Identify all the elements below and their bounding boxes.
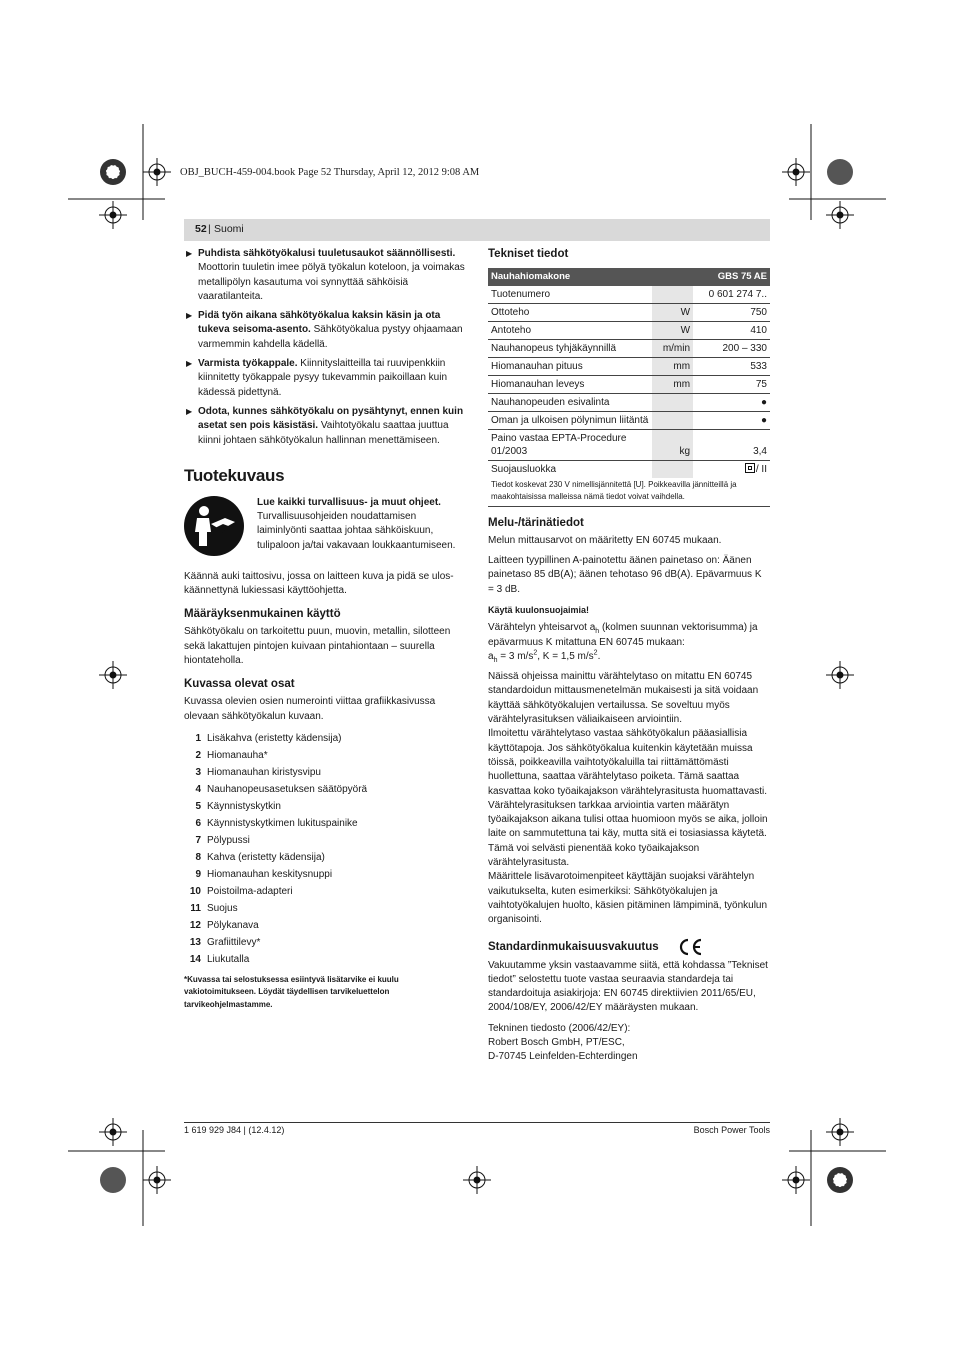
list-item: 8 Kahva (eristetty kädensija) xyxy=(195,851,325,863)
accessory-footnote: *Kuvassa tai selostuksessa esiintyvä lisätarvike ei kuulu vakiotoimitukseen. Löydät täydellisen tarvikeluettelon tarvikeohjelmastamme. xyxy=(184,974,399,1009)
table-row: Ottoteho W 750 xyxy=(488,304,770,322)
table-row: Tuotenumero 0 601 274 7.. xyxy=(488,286,770,304)
noise-text: Melun mittausarvot on määritetty EN 60745 mukaan. xyxy=(488,534,722,546)
vibration-values: Värähtelyn yhteisarvot $a_h$ (kolmen suunnan vektorisumma) ja epävarmuus K mitattuna EN 60745 mukaan: $a_h = 3$ $m/s^2$, K = 1,5 $m/s^2$. xyxy=(488,622,758,664)
vibration-paragraph: Näissä ohjeissa mainittu värähtelytaso on mitattu EN 60745 standardoidun mittausmenetelmän mukaisesti ja sitä voidaan käyttää sähkötyökalujen vertailussa. Se soveltuu myös värähtelyrasituksen väliaikaiseen arviointiin. xyxy=(488,671,759,726)
list-item: 5 Käynnistyskytkin xyxy=(195,800,281,812)
conformity-text: Vakuutamme yksin vastaavamme siitä, että kohdassa ”Tekniset tiedot” selostettu tuote vastaa seuraavia standardeja tai standardoituja asiakirjoja: EN 60745 direktiivien 2011/65/EU, 2004/108/EY, 2006/42/EY määräysten mukaan. xyxy=(488,959,768,1014)
right-column xyxy=(488,247,770,1065)
parts-list xyxy=(184,730,467,968)
safety-bullet: ▶ Pidä työn aikana sähkötyökalua kaksin käsin ja ota tukeva seisoma-asento. Sähkötyökalua pystyy ohjaamaan varmemmin kahdella kädellä. xyxy=(184,309,467,352)
list-item: 12 Pölykanava xyxy=(189,919,259,931)
header-separator: | xyxy=(208,223,211,235)
safety-bullet: ▶ Puhdista sähkötyökalusi tuuletusaukot säännöllisesti. Moottorin tuuletin imee pölyä työkalun koteloon, ja voimakas metallipölyn kasautuma voi synnyttää sähköisiä vaaratilanteita. xyxy=(184,247,467,304)
table-row: Oman ja ulkoisen pölynimun liitäntä ● xyxy=(488,412,770,430)
table-header-row: Nauhahiomakone GBS 75 AE xyxy=(488,268,770,286)
section-title: Tuotekuvaus xyxy=(184,465,285,485)
table-row: Nauhanopeus tyhjäkäynnillä m/min 200 – 330 xyxy=(488,340,770,358)
list-item: 4 Nauhanopeusasetuksen säätöpyörä xyxy=(195,783,368,795)
footer-left: 1 619 929 J84 | (12.4.12) xyxy=(184,1125,285,1135)
safety-bullet: ▶ Varmista työkappale. Kiinnityslaitteilla tai ruuvipenkkiin kiinnitetty työkappale pysyy tukevammin paikoillaan kuin kädessä pidettynä. xyxy=(184,357,467,400)
list-item: 13 Grafiittilevy* xyxy=(189,936,261,948)
list-item: 1 Lisäkahva (eristetty kädensija) xyxy=(195,732,342,744)
table-row: Hiomanauhan leveys mm 75 xyxy=(488,376,770,394)
table-row: Hiomanauhan pituus mm 533 xyxy=(488,358,770,376)
technical-file-line: D-70745 Leinfelden-Echterdingen xyxy=(488,1051,638,1063)
read-instructions-warning: Lue kaikki turvallisuus- ja muut ohjeet. Turvallisuusohjeiden noudattamisen laiminlyönti saattaa johtaa sähköiskuun, tulipaloon ja/tai vakavaan loukkaantumiseen. xyxy=(184,496,467,560)
protection-class-icon xyxy=(745,463,755,473)
conformity-heading: Standardinmukaisuusvakuutus xyxy=(488,938,770,956)
table-row: Nauhanopeuden esivalinta ● xyxy=(488,394,770,412)
ce-mark-icon xyxy=(677,938,703,956)
table-row: Antoteho W 410 xyxy=(488,322,770,340)
intended-use-text: Sähkötyökalu on tarkoitettu puun, muovin, metallin, silotteen sekä lakattujen pintojen kuivaan pintahiontaan – suurella hiontateholla. xyxy=(184,626,451,667)
list-item: 11 Suojus xyxy=(190,902,238,914)
parts-heading: Kuvassa olevat osat xyxy=(184,678,295,691)
parts-intro: Kuvassa olevien osien numerointi viittaa grafiikkasivussa olevaan sähkötyökalun kuvaan. xyxy=(184,696,436,722)
footer-right: Bosch Power Tools xyxy=(693,1125,770,1135)
list-item: 9 Hiomanauhan keskitysnuppi xyxy=(195,868,333,880)
table-note: Tiedot koskevat 230 V nimellisjännitettä [U]. Poikkeavilla jännitteillä ja maakohtaisissa malleissa nämä tiedot voivat vaihdella. xyxy=(488,478,770,507)
vibration-paragraph: Ilmoitettu värähtelytaso vastaa sähkötyökalun pääasiallisia käyttötapoja. Jos sähkötyökalua kuitenkin käytetään muissa töissä, poikkeavilla vaihtotyökaluilla tai riittämättömästi huollettuna, saattaa värähtelytaso poiketa. Tämä saattaa kasvattaa koko työaikajakson värähtelyrasitusta huomattavasti. xyxy=(488,728,768,797)
tech-data-table xyxy=(488,268,770,478)
fold-out-note: Käännä auki taittosivu, jossa on laitteen kuva ja pidä se ulos-käännettynä lukiessasi käyttöohjetta. xyxy=(184,570,454,597)
left-column xyxy=(184,247,467,1011)
technical-file-line: Robert Bosch GmbH, PT/ESC, xyxy=(488,1037,625,1049)
noise-heading: Melu-/tärinätiedot xyxy=(488,516,584,529)
noise-levels: Laitteen tyypillinen A-painotettu äänen painetaso on: Äänen painetaso 85 dB(A); äänen tehotaso 96 dB(A). Epävarmuus K = 3 dB. xyxy=(488,555,762,595)
read-manual-icon xyxy=(184,496,244,556)
tech-data-heading: Tekniset tiedot xyxy=(488,248,569,260)
hearing-protection-warning: Käytä kuulonsuojaimia! xyxy=(488,605,590,615)
technical-file-line: Tekninen tiedosto (2006/42/EY): xyxy=(488,1022,631,1034)
table-row: Suojausluokka / II xyxy=(488,461,770,479)
section-name: Suomi xyxy=(214,223,244,235)
list-item: 2 Hiomanauha* xyxy=(195,749,268,761)
safety-bullet: ▶ Odota, kunnes sähkötyökalu on pysähtynyt, ennen kuin asetat sen pois käsistäsi. Vaihtotyökalu saattaa juuttua kiinni johtaen sähkötyökalun hallinnan menettämiseen. xyxy=(184,405,467,448)
print-info-line: OBJ_BUCH-459-004.book Page 52 Thursday, April 12, 2012 9:08 AM xyxy=(180,167,480,178)
table-row: Paino vastaa EPTA-Procedure 01/2003 kg 3,4 xyxy=(488,430,770,461)
list-item: 14 Liukutalla xyxy=(189,953,250,965)
list-item: 7 Pölypussi xyxy=(195,834,250,846)
list-item: 10 Poistoilma-adapteri xyxy=(189,885,293,897)
intended-use-heading: Määräyksenmukainen käyttö xyxy=(184,608,341,621)
vibration-paragraph: Määrittele lisävarotoimenpiteet käyttäjän suojaksi värähtelyn vaikutukselta, kuten esimerkiksi: Sähkötyökalujen ja vaihtotyökalujen huolto, käsien pitäminen lämpiminä, työnkulun organisointi. xyxy=(488,871,768,926)
footer-divider xyxy=(184,1122,770,1123)
page-header xyxy=(184,219,770,241)
list-item: 6 Käynnistyskytkimen lukituspainike xyxy=(195,817,358,829)
vibration-paragraph: Värähtelyrasituksen tarkkaa arviointia varten määrätyn työaikajakson aikana tulisi ottaa huomioon myös se aika, jolloin laite on sammutettuna tai käy, mutta sitä ei tosiasiassa käytetä. Tämä voi selvästi pienentää koko työaikajakson värähtelyrasitusta. xyxy=(488,799,768,869)
page-number: 52 xyxy=(195,223,207,235)
list-item: 3 Hiomanauhan kiristysvipu xyxy=(195,766,321,778)
